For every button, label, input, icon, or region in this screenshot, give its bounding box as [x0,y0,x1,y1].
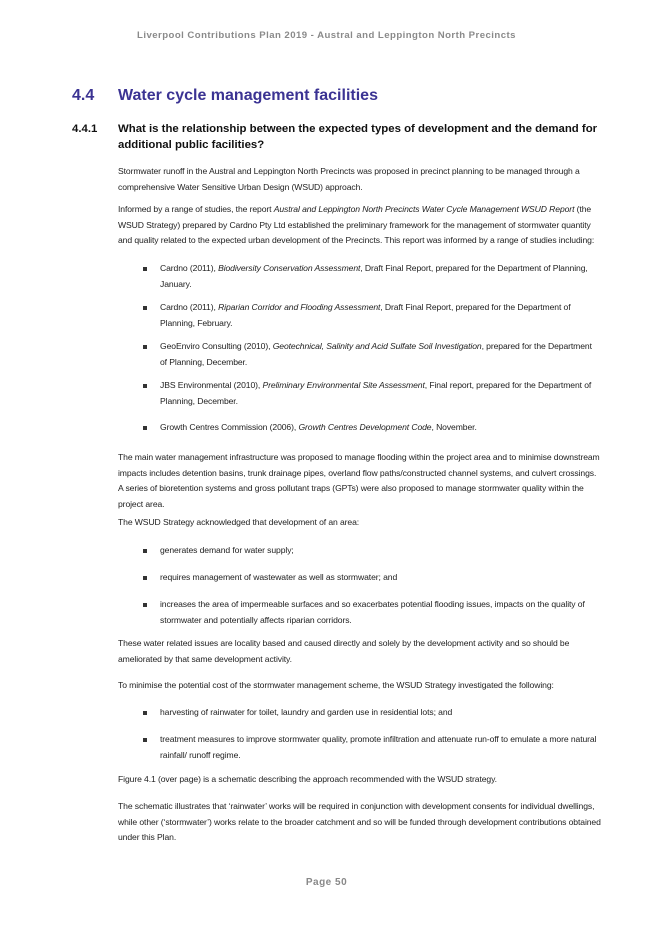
study-title: Biodiversity Conservation Assessment [218,263,361,273]
paragraph-intro: Stormwater runoff in the Austral and Leppington North Precincts was proposed in precinct planning to be managed through a comprehensive Water Sensitive Urban Design (WSUD) approach. [118,166,580,192]
page-number: Page 50 [305,877,348,888]
bullet-icon [143,306,147,310]
study-details: , Draft Final Report, prepared for the Department of Planning, February. [160,302,571,328]
study-author: JBS Environmental (2010), [160,380,263,390]
study-title: Geotechnical, Salinity and Acid Sulfate Soil Investigation [272,341,482,351]
study-author: GeoEnviro Consulting (2010), [160,341,273,351]
study-details: , Draft Final Report, prepared for the Department of Planning, January. [160,263,588,289]
paragraph-investigated: To minimise the potential cost of the stormwater management scheme, the WSUD Strategy investigated the following: [118,680,554,690]
study-author: Cardno (2011), [160,263,219,273]
report-title: Austral and Leppington North Precincts Water Cycle Management WSUD Report [273,204,575,214]
paragraph-text: Informed by a range of studies, the report [118,204,274,214]
paragraph-wsud-report [118,202,602,249]
paragraph-figure-ref: Figure 4.1 (over page) is a schematic describing the approach recommended with the WSUD strategy. [118,774,497,784]
bullet-icon [143,426,147,430]
list-item-impact [160,543,600,559]
study-title: Preliminary Environmental Site Assessment [262,380,425,390]
bullet-icon [143,549,147,553]
bullet-icon [143,576,147,580]
investigation-text: treatment measures to improve stormwater quality, promote infiltration and attenuate run-off to emulate a more natural rainfall/ runoff regime. [160,734,597,760]
study-details: , prepared for the Department of Planning, December. [160,341,592,367]
list-item-investigation [160,732,600,763]
bullet-icon [143,738,147,742]
running-header: Liverpool Contributions Plan 2019 - Austral and Leppington North Precincts [137,30,516,41]
bullet-icon [143,345,147,349]
bullet-icon [143,267,147,271]
paragraph-text: (the WSUD Strategy) prepared by Cardno Pty Ltd established the preliminary framework for the management of stormwater quantity and quality related to the expected urban development of the Precincts. This report was informed by a range of studies including: [118,204,595,245]
section-title: Water cycle management facilities [118,87,378,104]
list-item-study [160,378,600,409]
paragraph-locality: These water related issues are locality based and caused directly and solely by the development activity and so should be ameliorated by that same development activity. [118,638,570,664]
study-details: , Final report, prepared for the Department of Planning, December. [160,380,592,406]
bullet-icon [143,603,147,607]
list-item-study [160,300,600,331]
study-author: Growth Centres Commission (2006), [160,422,299,432]
paragraph-infrastructure: The main water management infrastructure was proposed to manage flooding within the project area and to minimise downstream impacts includes detention basins, trunk drainage pipes, overland flow paths/constructed channel systems, and culvert crossings. A series of bioretention systems and gross pollutant traps (GPTs) were also proposed to manage stormwater quality within the project area. [118,452,600,509]
study-title: Growth Centres Development Code [298,422,432,432]
impact-text: generates demand for water supply; [160,545,294,555]
study-author: Cardno (2011), [160,302,219,312]
list-item-impact [160,597,600,628]
list-item-impact [160,570,600,586]
bullet-icon [143,711,147,715]
subsection-number: 4.4.1 [72,123,98,135]
investigation-text: harvesting of rainwater for toilet, laundry and garden use in residential lots; and [160,707,453,717]
study-title: Riparian Corridor and Flooding Assessment [218,302,381,312]
impact-text: requires management of wastewater as well as stormwater; and [160,572,398,582]
impact-text: increases the area of impermeable surfaces and so exacerbates potential flooding issues, impacts on the quality of stormwater and potentially affects riparian corridors. [160,599,585,625]
subsection-title: What is the relationship between the expected types of development and the demand for additional public facilities? [118,123,598,151]
list-item-study [160,420,600,436]
section-number: 4.4 [72,87,95,104]
paragraph-schematic: The schematic illustrates that ‘rainwater’ works will be required in conjunction with development consents for individual dwellings, while other (‘stormwater’) works relate to the broader catchment and so will be funded through development contributions obtained under this Plan. [118,801,601,842]
list-item-investigation [160,705,600,721]
study-details: , November. [431,422,477,432]
section-heading [72,87,378,105]
list-item-study [160,339,600,370]
paragraph-acknowledged: The WSUD Strategy acknowledged that development of an area: [118,517,360,527]
list-item-study [160,261,600,292]
bullet-icon [143,384,147,388]
